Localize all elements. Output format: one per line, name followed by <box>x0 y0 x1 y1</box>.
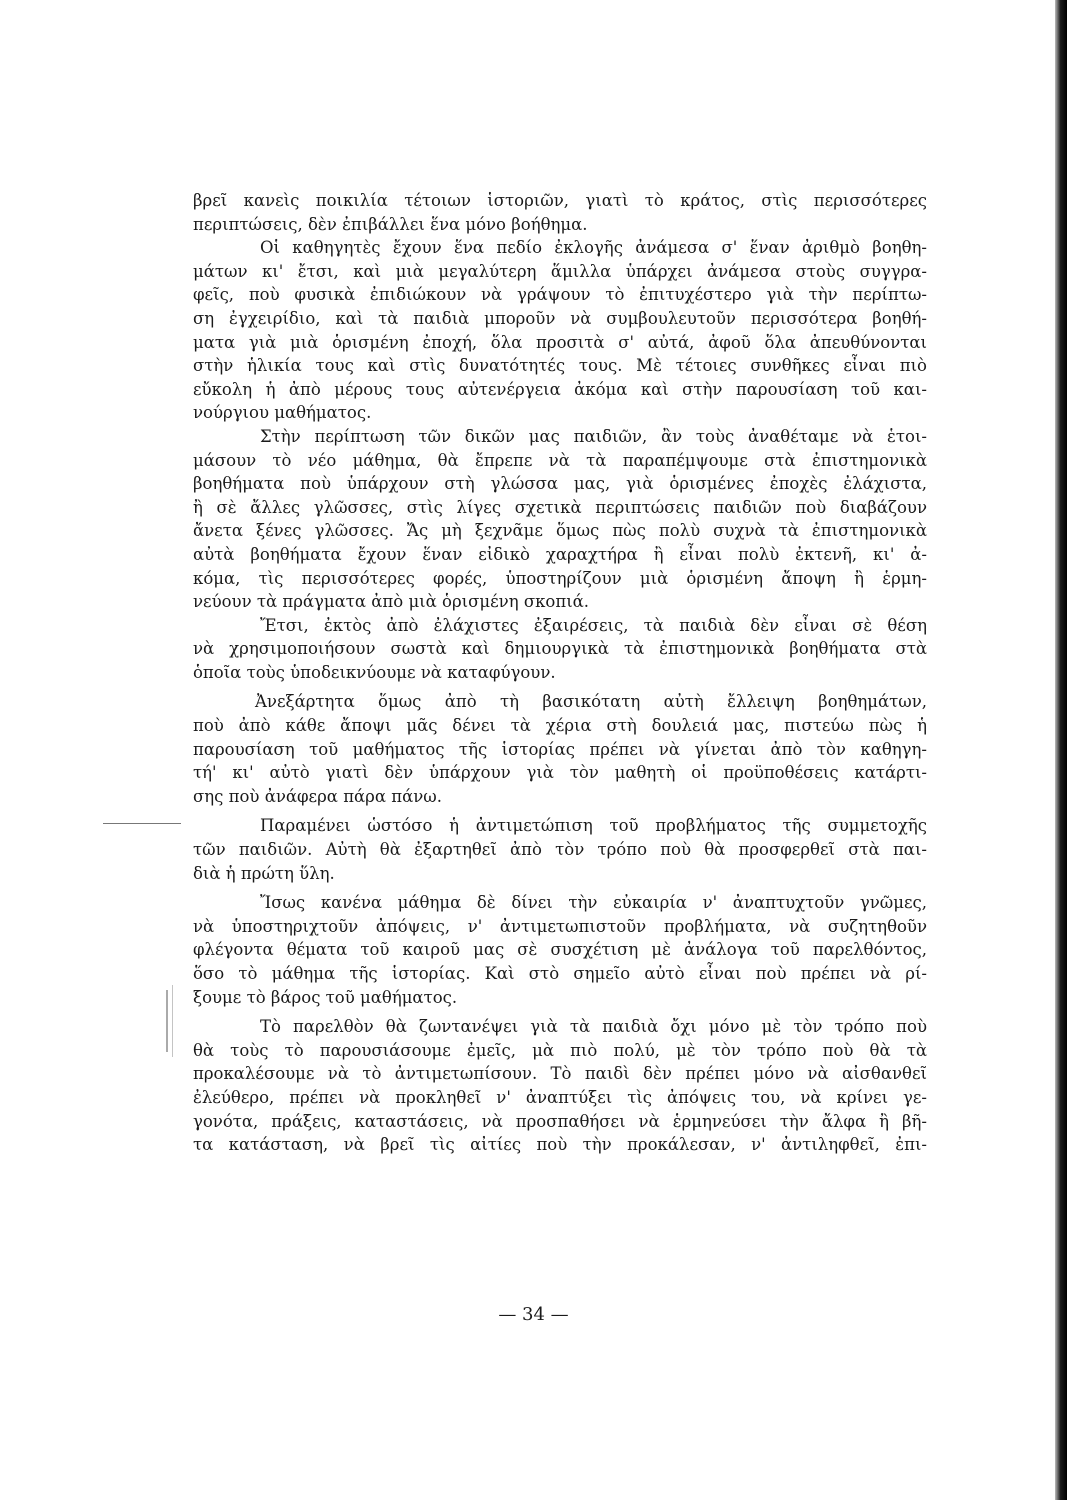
text-line: αὐτὰ βοηθήματα ἔχουν ἕναν εἰδικὸ χαραχτήρα ἢ εἶναι πολὺ ἐκτενῆ, κι' ἀ- <box>193 544 927 564</box>
body-text <box>193 189 927 1157</box>
margin-pencil-bar <box>166 990 168 1052</box>
text-line: στὴν ἡλικία τους καὶ στὶς δυνατότητές τους. Μὲ τέτοιες συνθῆκες εἶναι πιὸ <box>193 356 927 376</box>
text-line: τα κατάσταση, νὰ βρεῖ τὶς αἰτίες ποὺ τὴν προκάλεσαν, ν' ἀντιληφθεῖ, ἐπι- <box>193 1135 927 1155</box>
text-line: νὰ ὑποστηριχτοῦν ἀπόψεις, ν' ἀντιμετωπιστοῦν προβλήματα, νὰ συζητηθοῦν <box>193 916 927 936</box>
text-line: διὰ ἡ πρώτη ὕλη. <box>193 863 335 883</box>
text-line: Ἀνεξάρτητα ὅμως ἀπὸ τὴ βασικότατη αὐτὴ ἔλλειψη βοηθημάτων, <box>255 692 927 712</box>
text-line: νὰ χρησιμοποιήσουν σωστὰ καὶ δημιουργικὰ τὰ ἐπιστημονικὰ βοηθήματα στὰ <box>193 639 927 659</box>
text-line: ματα γιὰ μιὰ ὁρισμένη ἐποχή, ὅλα προσιτὰ σ' αὐτά, ἀφοῦ ὅλα ἀπευθύνονται <box>193 332 927 352</box>
text-line: βρεῖ κανεὶς ποικιλία τέτοιων ἱστοριῶν, γιατὶ τὸ κράτος, στὶς περισσότερες <box>193 191 927 210</box>
text-line: ὁποῖα τοὺς ὑποδεικνύουμε νὰ καταφύγουν. <box>193 662 556 682</box>
text-line: ποὺ ἀπὸ κάθε ἄποψι μᾶς δένει τὰ χέρια στὴ δουλειά μας, πιστεύω πὼς ἡ <box>193 716 927 736</box>
scan-edge-shadow <box>1055 0 1067 1500</box>
text-line: ἐλεύθερο, πρέπει νὰ προκληθεῖ ν' ἀναπτύξει τὶς ἀπόψεις του, νὰ κρίνει γε- <box>193 1087 927 1107</box>
text-line: Στὴν περίπτωση τῶν δικῶν μας παιδιῶν, ἂν τοὺς ἀναθέταμε νὰ ἑτοι- <box>260 426 927 446</box>
text-line: φλέγοντα θέματα τοῦ καιροῦ μας σὲ συσχέτιση μὲ ἀνάλογα τοῦ παρελθόντος, <box>193 940 927 960</box>
text-line: Ἴσως κανένα μάθημα δὲ δίνει τὴν εὐκαιρία ν' ἀναπτυχτοῦν γνῶμες, <box>260 893 927 913</box>
text-line: νεύουν τὰ πράγματα ἀπὸ μιὰ ὁρισμένη σκοπιά. <box>193 592 590 612</box>
text-line: εὔκολη ἡ ἀπὸ μέρους τους αὐτενέργεια ἀκόμα καὶ στὴν παρουσίαση τοῦ και- <box>193 379 927 399</box>
text-line: μάτων κι' ἔτσι, καὶ μιὰ μεγαλύτερη ἅμιλλα ὑπάρχει ἀνάμεσα στοὺς συγγρα- <box>193 261 927 281</box>
text-line: φεῖς, ποὺ φυσικὰ ἐπιδιώκουν νὰ γράψουν τὸ ἐπιτυχέστερο γιὰ τὴν περίπτω- <box>193 285 927 305</box>
margin-pencil-bar <box>172 985 173 1057</box>
text-line: σης ποὺ ἀνάφερα πάρα πάνω. <box>193 786 442 806</box>
text-line: παρουσίαση τοῦ μαθήματος τῆς ἱστορίας πρέπει νὰ γίνεται ἀπὸ τὸν καθηγη- <box>193 739 927 759</box>
text-line: Ἔτσι, ἐκτὸς ἀπὸ ἐλάχιστες ἐξαιρέσεις, τὰ παιδιὰ δὲν εἶναι σὲ θέση <box>260 615 927 635</box>
text-line: κόμα, τὶς περισσότερες φορές, ὑποστηρίζουν μιὰ ὁρισμένη ἄποψη ἢ ἑρμη- <box>193 568 927 588</box>
text-line: ξουμε τὸ βάρος τοῦ μαθήματος. <box>193 987 458 1007</box>
margin-pencil-mark <box>103 823 181 824</box>
text-line: Παραμένει ὡστόσο ἡ ἀντιμετώπιση τοῦ προβλήματος τῆς συμμετοχῆς <box>260 816 927 836</box>
text-line: Τὸ παρελθὸν θὰ ζωντανέψει γιὰ τὰ παιδιὰ ὄχι μόνο μὲ τὸν τρόπο ποὺ <box>260 1017 927 1037</box>
text-line: Οἱ καθηγητὲς ἔχουν ἕνα πεδίο ἐκλογῆς ἀνάμεσα σ' ἕναν ἀριθμὸ βοηθη- <box>260 238 927 258</box>
text-line: προκαλέσουμε νὰ τὸ ἀντιμετωπίσουν. Τὸ παιδὶ δὲν πρέπει μόνο νὰ αἰσθανθεῖ <box>193 1064 927 1084</box>
text-line: ἢ σὲ ἄλλες γλῶσσες, στὶς λίγες σχετικὰ περιπτώσεις παιδιῶν ποὺ διαβάζουν <box>193 497 927 517</box>
text-line: νούργιου μαθήματος. <box>193 403 372 423</box>
text-line: ὅσο τὸ μάθημα τῆς ἱστορίας. Καὶ στὸ σημεῖο αὐτὸ εἶναι ποὺ πρέπει νὰ ρί- <box>193 964 927 983</box>
text-line: τῶν παιδιῶν. Αὐτὴ θὰ ἐξαρτηθεῖ ἀπὸ τὸν τρόπο ποὺ θὰ προσφερθεῖ στὰ παι- <box>193 840 927 860</box>
page-number: — 34 — <box>498 1304 569 1325</box>
text-line: θὰ τοὺς τὸ παρουσιάσουμε ἐμεῖς, μὰ πιὸ πολύ, μὲ τὸν τρόπο ποὺ θὰ τὰ <box>193 1040 927 1060</box>
text-line: ἄνετα ξένες γλῶσσες. Ἄς μὴ ξεχνᾶμε ὅμως πὼς πολὺ συχνὰ τὰ ἐπιστημονικὰ <box>193 521 927 541</box>
text-line: μάσουν τὸ νέο μάθημα, θὰ ἔπρεπε νὰ τὰ παραπέμψουμε στὰ ἐπιστημονικὰ <box>193 450 927 470</box>
text-line: ση ἐγχειρίδιο, καὶ τὰ παιδιὰ μποροῦν νὰ συμβουλευτοῦν περισσότερα βοηθή- <box>193 308 927 328</box>
text-line: περιπτώσεις, δὲν ἐπιβάλλει ἕνα μόνο βοήθημα. <box>193 214 588 234</box>
text-line: τή' κι' αὐτὸ γιατὶ δὲν ὑπάρχουν γιὰ τὸν μαθητὴ οἱ προϋποθέσεις κατάρτι- <box>193 763 927 783</box>
text-line: γονότα, πράξεις, καταστάσεις, νὰ προσπαθήσει νὰ ἑρμηνεύσει τὴν ἄλφα ἢ βῆ- <box>193 1111 927 1131</box>
text-line: βοηθήματα ποὺ ὑπάρχουν στὴ γλώσσα μας, γιὰ ὁρισμένες ἐποχὲς ἐλάχιστα, <box>193 474 927 494</box>
